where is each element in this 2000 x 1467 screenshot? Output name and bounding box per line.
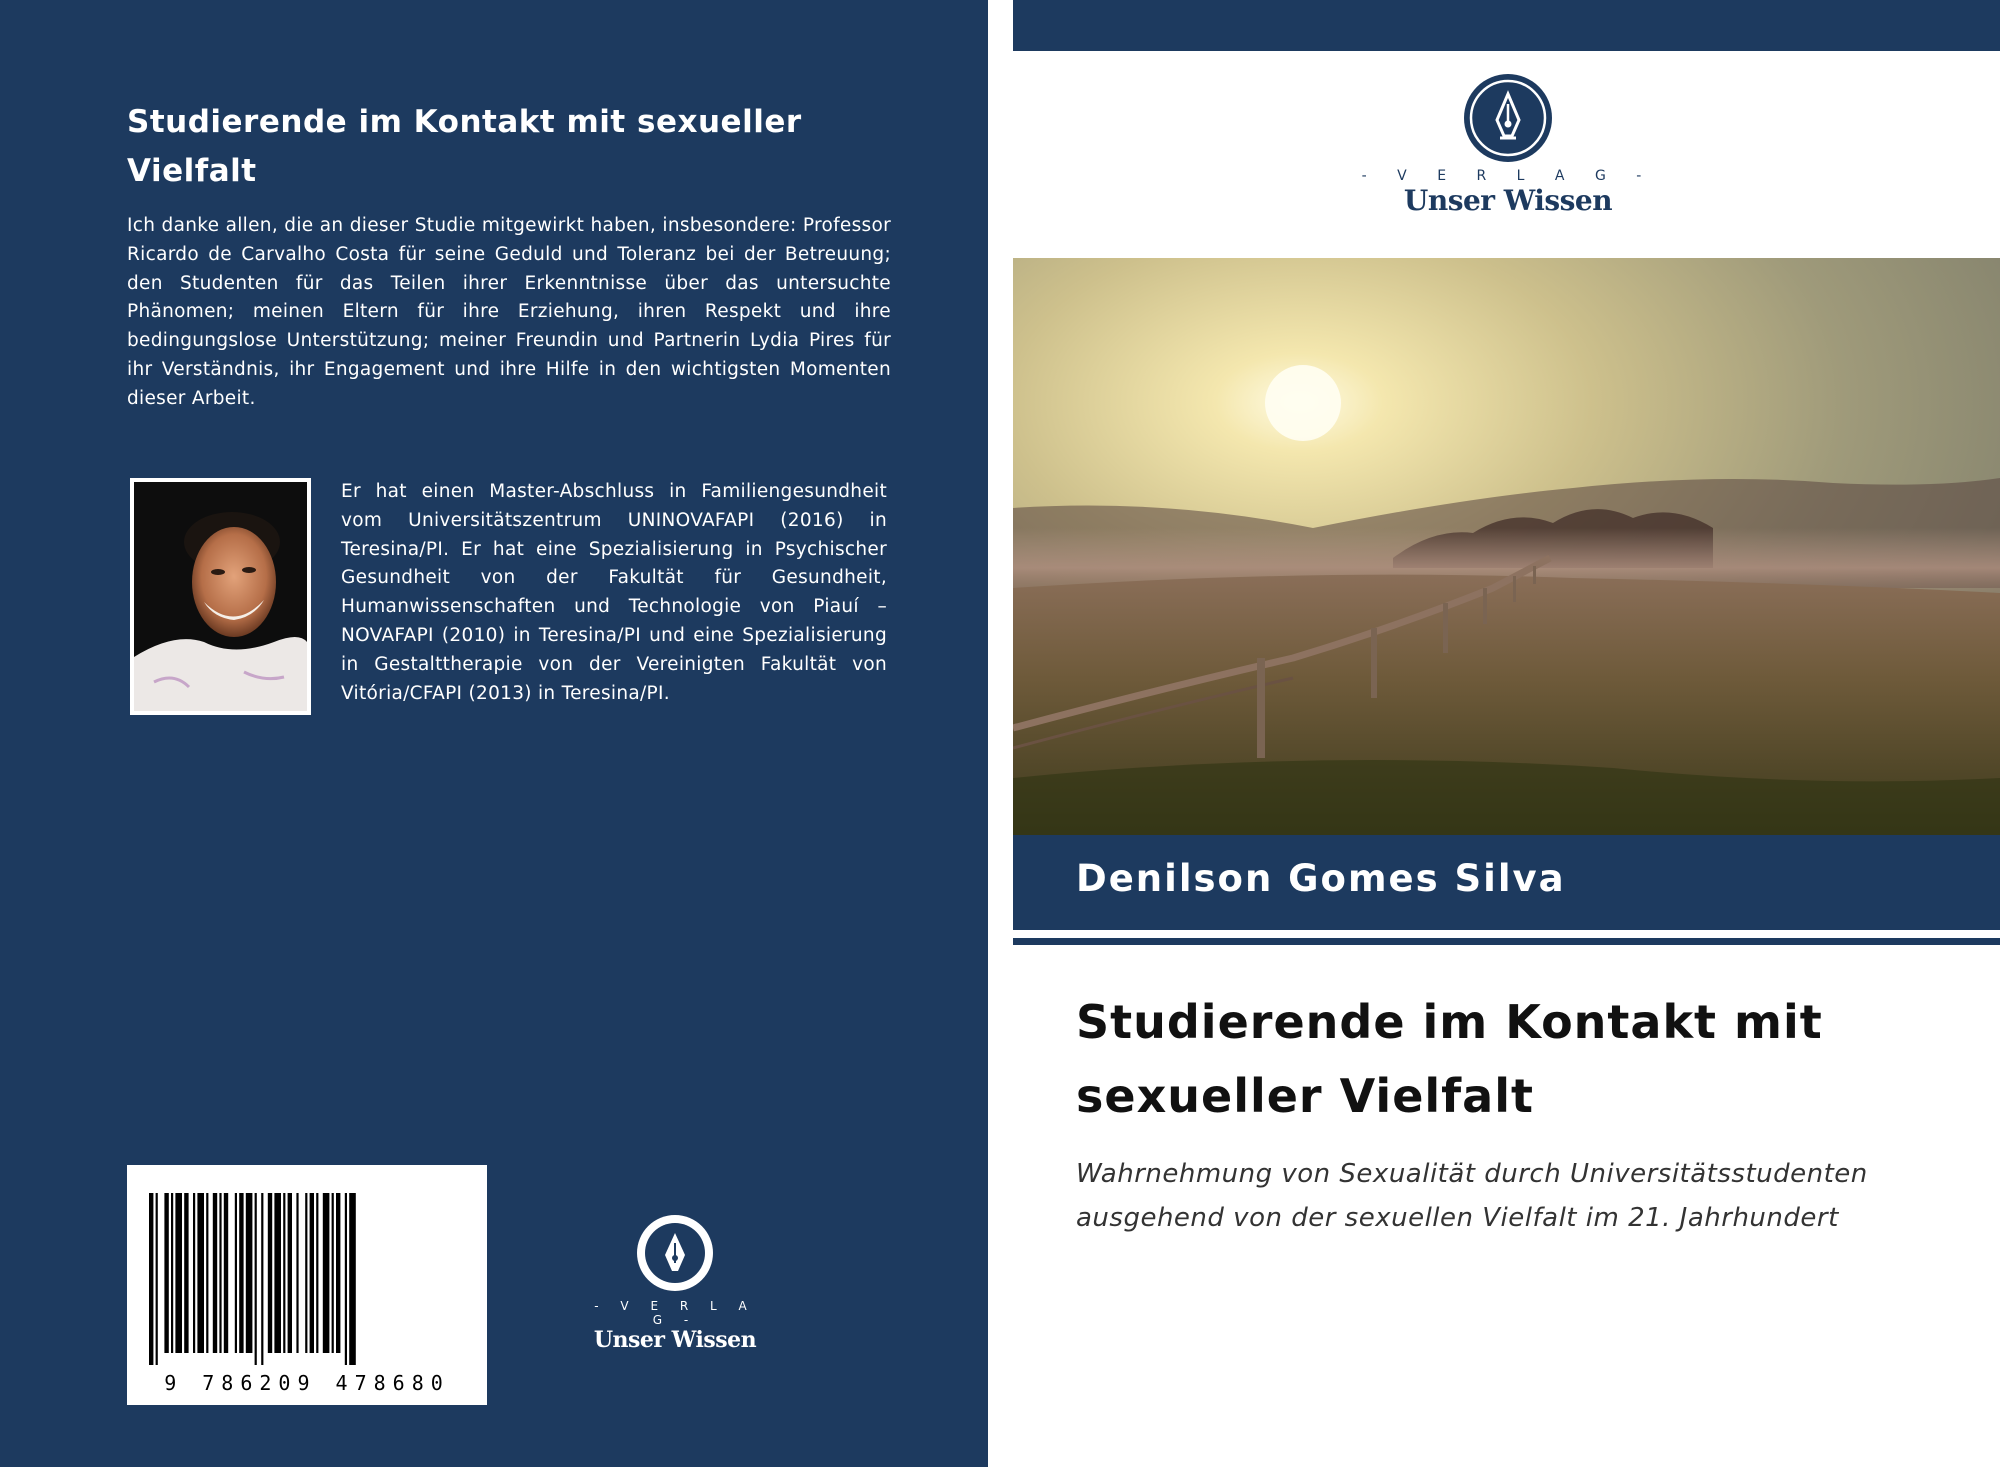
isbn-digits: 9 786209 478680 — [164, 1371, 450, 1395]
front-cover-subtitle: Wahrnehmung von Sexualität durch Universitätsstudenten ausgehend von der sexuellen Vielfalt im 21. Jahrhundert — [1076, 1159, 1868, 1233]
barcode-bar — [296, 1193, 298, 1353]
barcode-bar — [255, 1193, 257, 1365]
front-top-bar — [1013, 0, 2000, 51]
fountain-pen-nib-icon — [1462, 72, 1554, 164]
author-bio: Er hat einen Master-Abschluss in Familiengesundheit vom Universitätszentrum UNINOVAFAPI (2016) in Teresina/PI. Er hat eine Spezialisierung in Psychischer Gesundheit von der Fakultät für Gesundheit, Humanwissenschaften und Technologie von Piauí – NOVAFAPI (2010) in Teresina/PI und eine Spezialisierung in Gestalttherapie von der Vereinigten Fakultät von Vitória/CFAPI (2013) in Teresina/PI. — [341, 481, 887, 704]
barcode-bar — [268, 1193, 272, 1353]
isbn-barcode — [127, 1165, 487, 1405]
acknowledgement-text: Ich danke allen, die an dieser Studie mitgewirkt haben, insbesondere: Professor Ricardo de Carvalho Costa für seine Geduld und Toleranz bei der Betreuung; den Studenten für das Teilen ihrer Erkenntnisse über das untersuchte Phänomen; meinen Eltern für ihre Erziehung, ihren Respekt und ihre bedingungslose Unterstützung; meiner Freundin und Partnerin Lydia Pires für ihr Verständnis, ihr Engagement und ihre Hilfe in den wichtigsten Momenten dieser Arbeit. — [127, 215, 891, 409]
spine-gap — [988, 0, 1013, 1467]
front-publisher-brand: Unser Wissen — [1403, 184, 1613, 217]
barcode-bar — [213, 1193, 217, 1353]
back-verlag-label: - V E R L A G - — [594, 1299, 756, 1327]
barcode-bar — [239, 1193, 243, 1353]
back-cover-title: Studierende im Kontakt mit sexueller Vielfalt — [127, 104, 802, 189]
barcode-bar — [175, 1193, 182, 1353]
front-cover — [1013, 0, 2000, 1467]
barcode-bar — [274, 1193, 281, 1353]
barcode-bar — [193, 1193, 195, 1353]
back-publisher-brand: Unser Wissen — [593, 1327, 757, 1353]
barcode-bar — [336, 1193, 340, 1353]
barcode-bar — [164, 1193, 168, 1353]
publisher-seal-icon — [635, 1213, 715, 1293]
cover-photo-misty-field — [1013, 258, 2000, 835]
barcode-bar — [332, 1193, 334, 1353]
barcode-bar — [235, 1193, 237, 1353]
barcode-bar — [219, 1193, 221, 1353]
barcode-bars — [127, 1165, 487, 1365]
barcode-bar — [288, 1193, 292, 1353]
barcode-bar — [149, 1193, 153, 1365]
barcode-bar — [224, 1193, 228, 1353]
barcode-bar — [305, 1193, 307, 1353]
barcode-bar — [156, 1193, 158, 1365]
divider-rule — [1013, 938, 2000, 945]
author-photo — [130, 478, 311, 715]
barcode-bar — [246, 1193, 253, 1353]
barcode-bar — [283, 1193, 285, 1353]
barcode-bar — [323, 1193, 330, 1353]
front-verlag-label: - V E R L A G - — [1361, 168, 1655, 184]
front-cover-title: Studierende im Kontakt mit sexueller Vielfalt — [1076, 995, 1823, 1123]
barcode-bar — [206, 1193, 208, 1353]
barcode-bar — [310, 1193, 314, 1353]
back-publisher-logo — [585, 1213, 765, 1353]
barcode-bar — [184, 1193, 188, 1353]
author-band — [1013, 835, 2000, 930]
barcode-bar — [316, 1193, 318, 1353]
barcode-bar — [261, 1193, 263, 1365]
back-cover — [0, 0, 988, 1467]
barcode-bar — [197, 1193, 204, 1353]
barcode-bar — [349, 1193, 356, 1365]
front-publisher-logo — [1303, 72, 1713, 218]
author-name: Denilson Gomes Silva — [1076, 857, 1566, 900]
barcode-bar — [345, 1193, 347, 1365]
barcode-bar — [171, 1193, 173, 1353]
